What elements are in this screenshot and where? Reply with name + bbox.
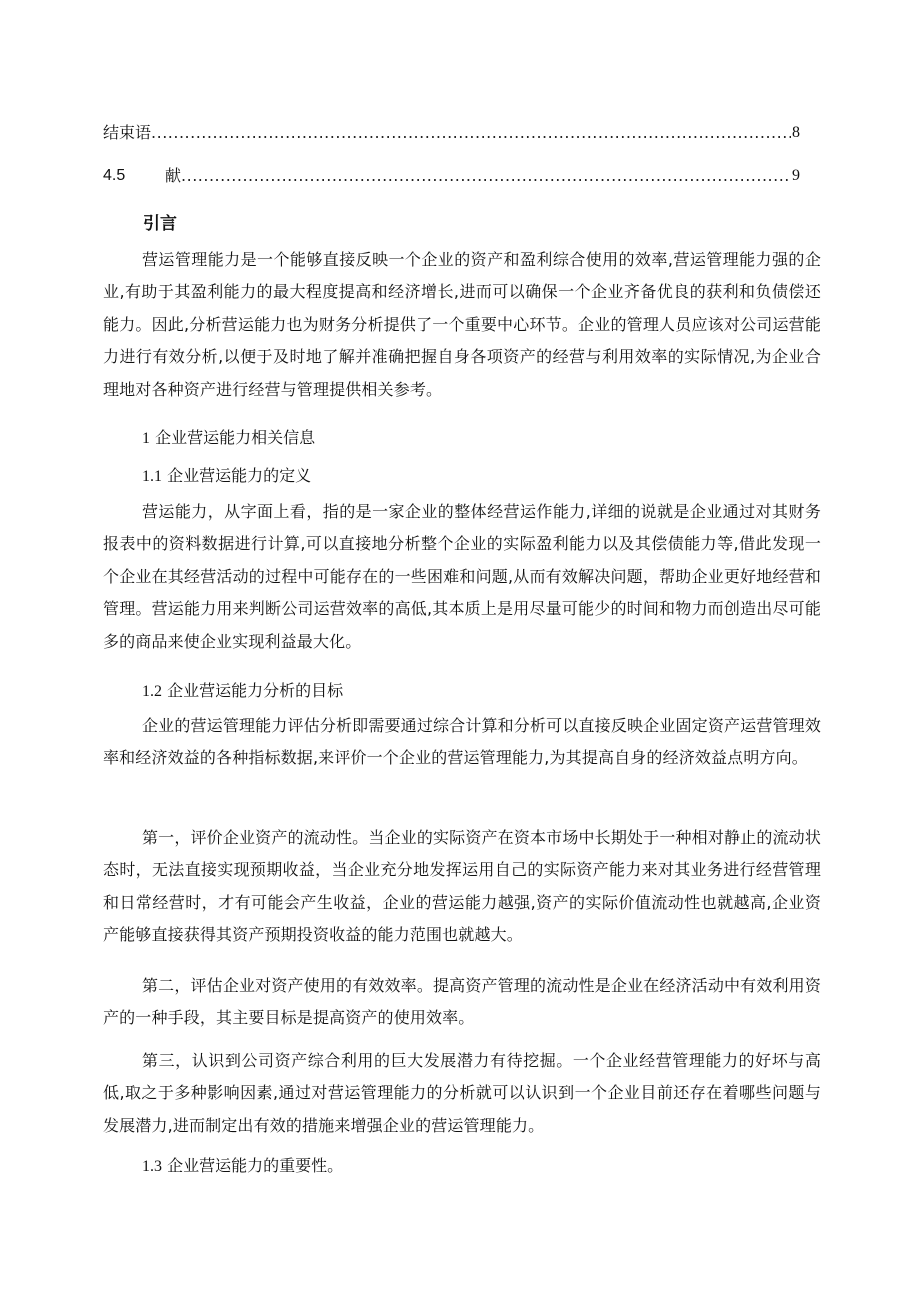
section-title: 企业营运能力相关信息 — [155, 428, 316, 447]
toc-entry-number: 4.5 — [103, 167, 126, 184]
section-1-2-paragraph-4: 第三，认识到公司资产综合利用的巨大发展潜力有待挖掘。一个企业经营管理能力的好坏与高低,取之于多种影响因素,通过对营运管理能力的分析就可以认识到一个企业目前还存在着哪些问题与发展潜力,进而制定出有效的措施来增强企业的营运管理能力。 — [103, 1051, 821, 1135]
section-1-heading — [142, 425, 315, 452]
section-1-2-paragraph-1: 企业的营运管理能力评估分析即需要通过综合计算和分析可以直接反映企业固定资产运营管理效率和经济效益的各种指标数据,来评价一个企业的营运管理能力,为其提高自身的经济效益点明方向。 — [103, 716, 821, 768]
section-1-2-paragraph-3: 第二，评估企业对资产使用的有效效率。提高资产管理的流动性是企业在经济活动中有效利用资产的一种手段，其主要目标是提高资产的使用效率。 — [103, 976, 821, 1028]
toc-entry-references[interactable] — [103, 164, 800, 188]
toc-entry-title: 献 — [165, 166, 182, 185]
section-title: 企业营运能力的定义 — [167, 466, 312, 485]
section-1-2-paragraph-2: 第一，评价企业资产的流动性。当企业的实际资产在资本市场中长期处于一种相对静止的流动状态时，无法直接实现预期收益，当企业充分地发挥运用自己的实际资产能力来对其业务进行经营管理和日常经营时，才有可能会产生收益，企业的营运能力越强,资产的实际价值流动性也就越高,企业资产能够直接获得其资产预期投资收益的能力范围也就越大。 — [103, 828, 821, 945]
section-1-1-heading — [142, 463, 311, 490]
section-1-1-paragraph: 营运能力，从字面上看，指的是一家企业的整体经营运作能力,详细的说就是企业通过对其财务报表中的资料数据进行计算,可以直接地分析整个企业的实际盈利能力以及其偿债能力等,借此发现一个企业在其经营活动的过程中可能存在的一些困难和问题,从而有效解决问题，帮助企业更好地经营和管理。营运能力用来判断公司运营效率的高低,其本质上是用尽量可能少的时间和物力而创造出尽可能多的商品来使企业实现利益最大化。 — [103, 502, 821, 651]
section-1-3-heading — [142, 1153, 343, 1180]
section-title: 企业营运能力的重要性。 — [167, 1156, 344, 1175]
section-number: 1.2 — [142, 683, 162, 700]
section-title: 企业营运能力分析的目标 — [167, 681, 344, 700]
section-number: 1.1 — [142, 468, 162, 485]
intro-heading: 引言 — [143, 214, 177, 234]
toc-entry-title: 结束语 — [103, 123, 152, 142]
toc-entry-page: 8 — [792, 124, 800, 141]
section-number: 1 — [142, 430, 150, 447]
toc-leader-dots — [151, 121, 791, 145]
toc-entry-page: 9 — [792, 167, 800, 184]
toc-leader-dots — [181, 164, 791, 188]
section-number: 1.3 — [142, 1158, 162, 1175]
intro-paragraph: 营运管理能力是一个能够直接反映一个企业的资产和盈利综合使用的效率,营运管理能力强的企业,有助于其盈利能力的最大程度提高和经济增长,进而可以确保一个企业齐备优良的获利和负债偿还能力。因此,分析营运能力也为财务分析提供了一个重要中心环节。企业的管理人员应该对公司运营能力进行有效分析,以便于及时地了解并准确把握自身各项资产的经营与利用效率的实际情况,为企业合理地对各种资产进行经营与管理提供相关参考。 — [103, 250, 821, 399]
toc-entry-conclusion[interactable] — [103, 121, 800, 145]
section-1-2-heading — [142, 678, 343, 705]
